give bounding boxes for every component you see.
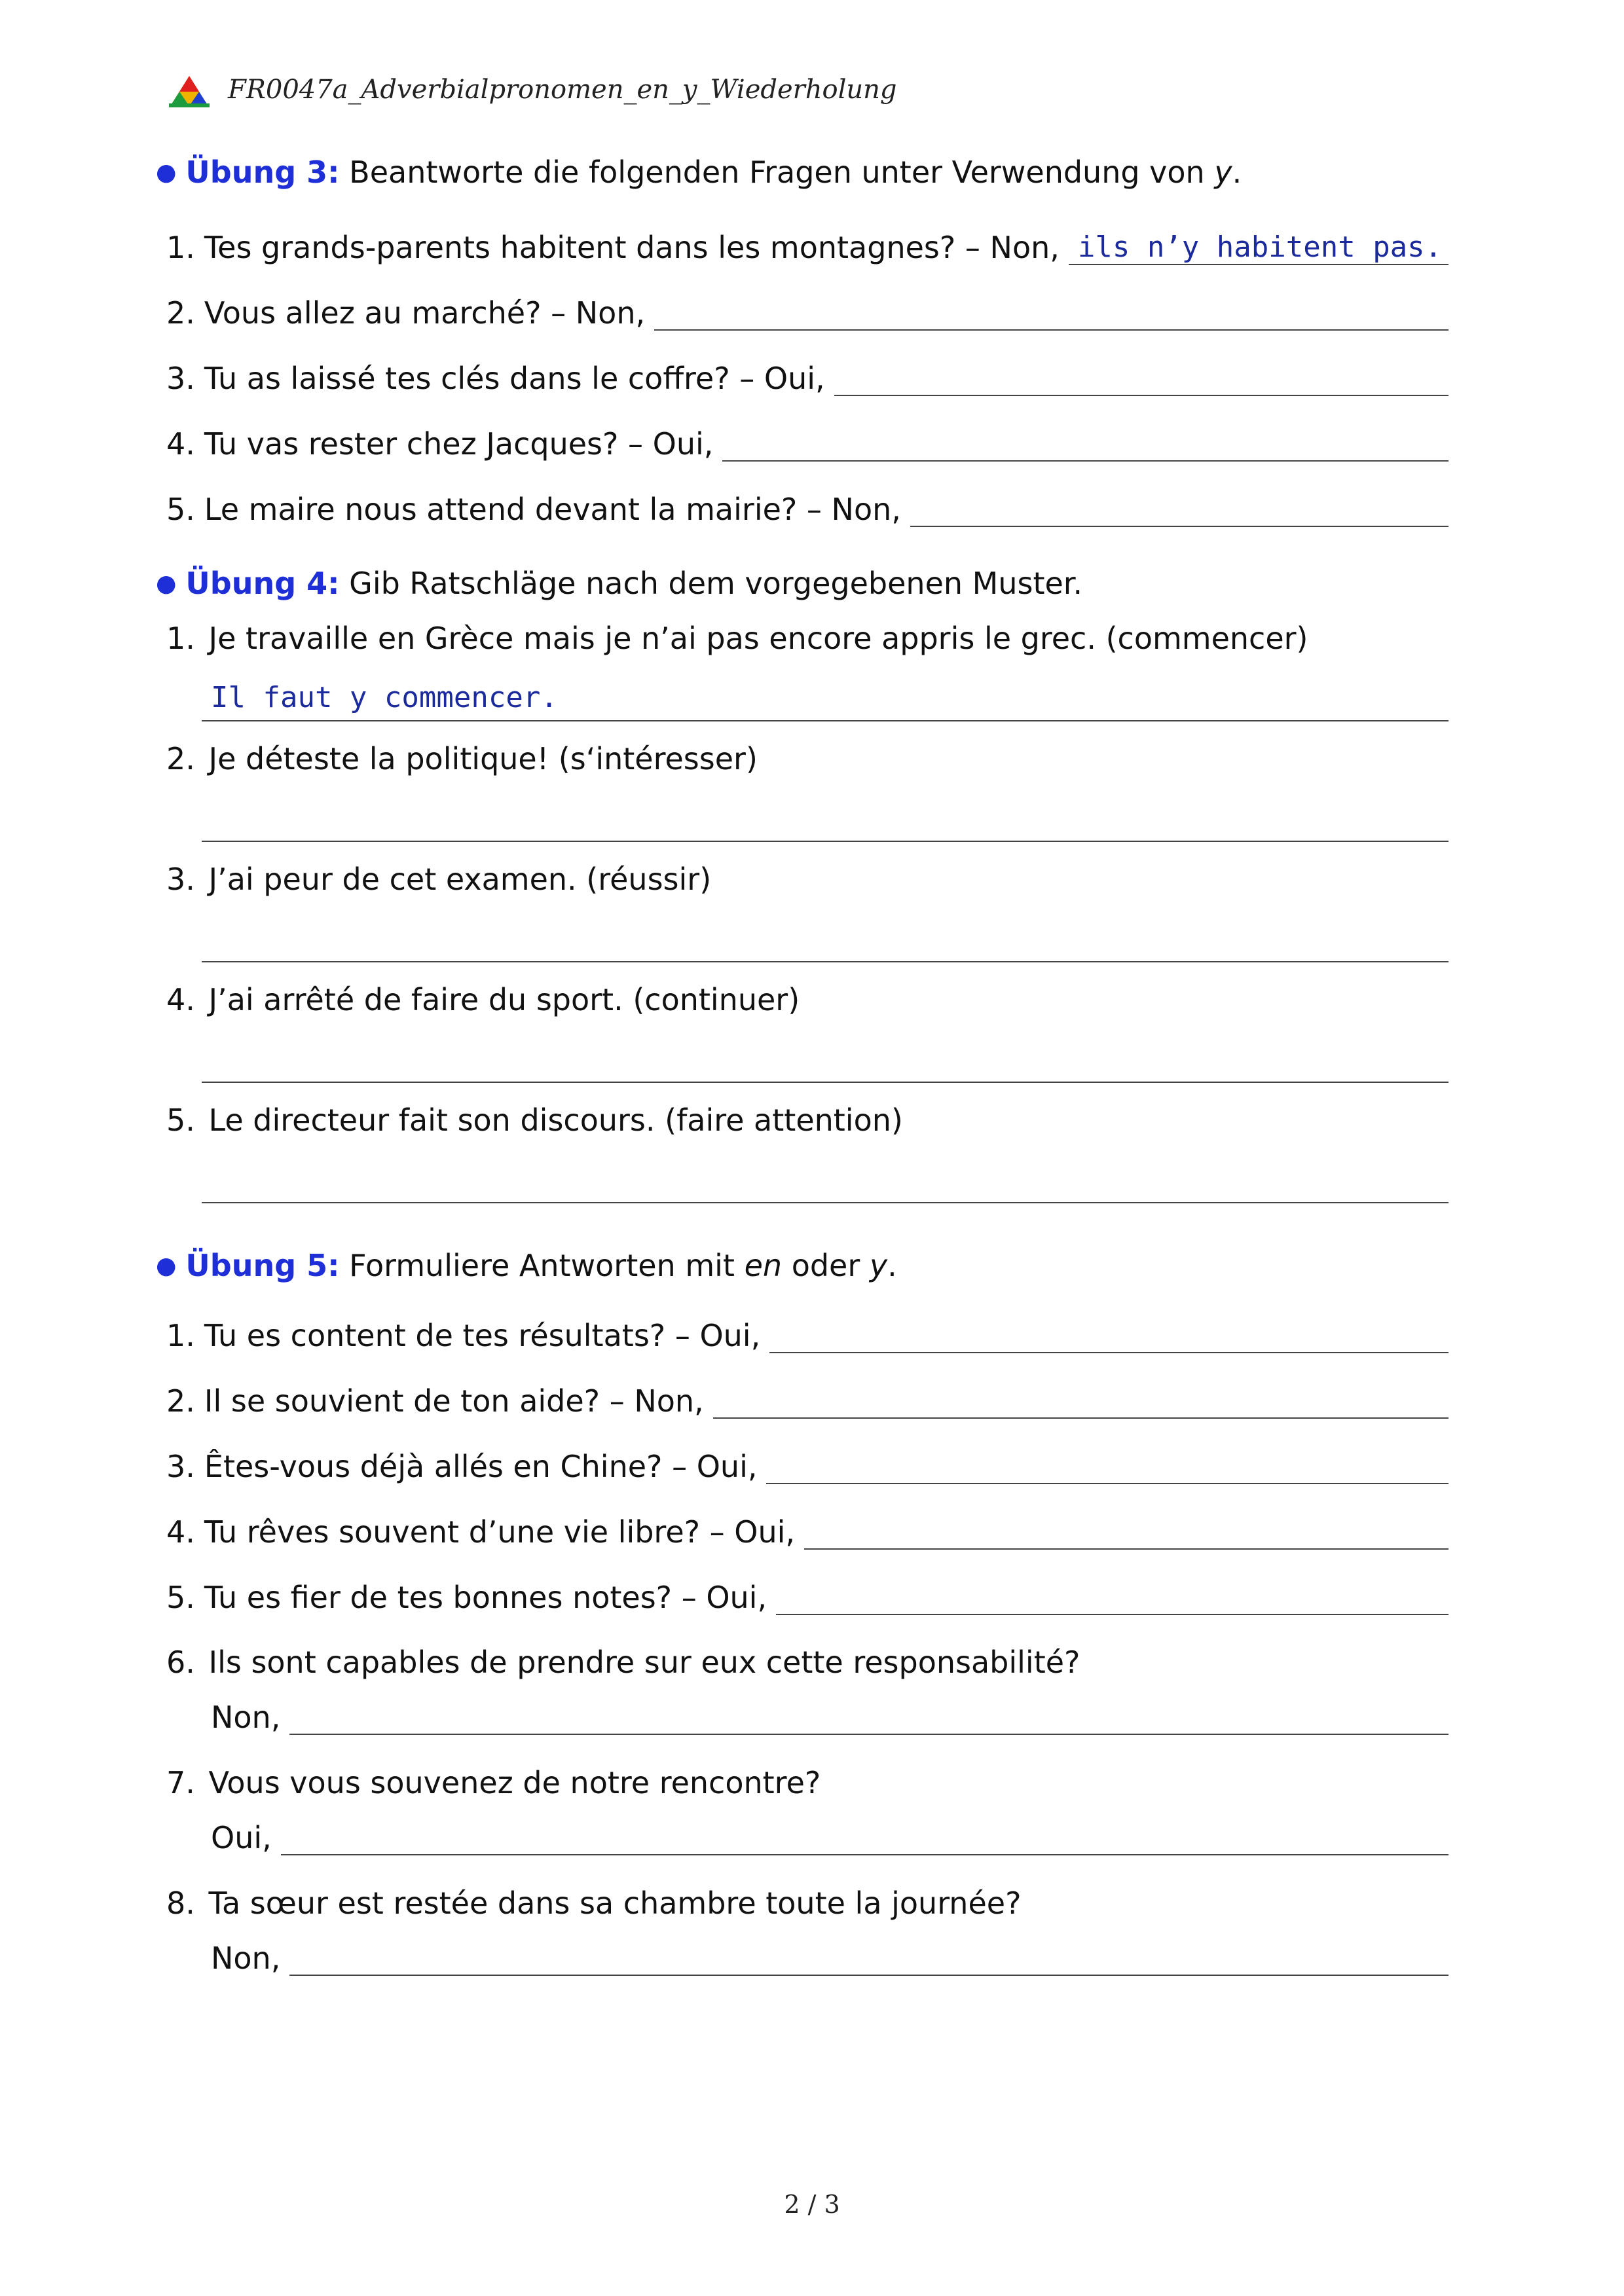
- ex3-item-3: [166, 357, 1449, 396]
- exercise-5-pronoun-en: en: [744, 1248, 783, 1283]
- item-number: 2.: [166, 741, 195, 776]
- exercise-4-heading: [156, 566, 1082, 601]
- item-number: 5.: [166, 1102, 195, 1138]
- exercise-5-pronoun-y: y: [869, 1248, 888, 1283]
- item-question: Tu es fier de tes bonnes notes? – Oui,: [204, 1580, 767, 1615]
- answer-field[interactable]: [289, 1939, 1449, 1976]
- exercise-5-instruction: Formuliere Antworten mit: [349, 1248, 735, 1283]
- ex5-item-8-answer: [211, 1937, 1449, 1976]
- exercise-5-end: .: [887, 1248, 897, 1283]
- item-number: 3.: [166, 862, 195, 897]
- handwritten-answer: ils n’y habitent pas.: [1077, 230, 1443, 264]
- page-number: 2 / 3: [784, 2190, 840, 2219]
- ex4-item-5-question: [166, 1102, 903, 1138]
- answer-field[interactable]: [769, 1317, 1449, 1353]
- exercise-4-instruction: Gib Ratschläge nach dem vorgegebenen Muster.: [349, 566, 1083, 601]
- ex4-item-1-question: [166, 621, 1308, 656]
- item-number: 3.: [166, 361, 195, 396]
- exercise-3-label: Übung 3:: [185, 155, 340, 190]
- answer-field[interactable]: [202, 841, 1449, 842]
- answer-field[interactable]: [766, 1448, 1449, 1484]
- item-number: 2.: [166, 1383, 195, 1419]
- item-question: J’ai arrêté de faire du sport. (continuer): [208, 982, 800, 1017]
- ex4-item-3-question: [166, 862, 711, 897]
- exercise-3-heading: [156, 155, 1242, 190]
- bullet-icon: ●: [156, 1252, 177, 1279]
- exercise-5-conjunction: oder: [791, 1248, 860, 1283]
- triangle-logo-icon: [169, 75, 210, 109]
- answer-field[interactable]: [1069, 228, 1449, 265]
- item-question: Vous allez au marché? – Non,: [204, 295, 646, 331]
- answer-lead: Oui,: [211, 1820, 272, 1855]
- answer-lead: Non,: [211, 1700, 281, 1735]
- item-question: Le maire nous attend devant la mairie? – Non,: [204, 492, 901, 527]
- item-number: 1.: [166, 1318, 195, 1353]
- item-question: Tu rêves souvent d’une vie libre? – Oui,: [204, 1514, 796, 1550]
- item-question: Tu as laissé tes clés dans le coffre? – Oui,: [204, 361, 825, 396]
- ex4-item-4-question: [166, 982, 800, 1017]
- item-question: Êtes-vous déjà allés en Chine? – Oui,: [204, 1449, 758, 1484]
- ex5-item-6-answer: [211, 1696, 1449, 1735]
- ex3-item-2: [166, 291, 1449, 331]
- answer-field[interactable]: [722, 425, 1449, 462]
- answer-field[interactable]: [834, 359, 1449, 396]
- answer-field[interactable]: [202, 1202, 1449, 1203]
- exercise-4-label: Übung 4:: [185, 566, 340, 601]
- ex5-item-2: [166, 1379, 1449, 1419]
- item-question: Il se souvient de ton aide? – Non,: [204, 1383, 704, 1419]
- item-number: 4.: [166, 426, 195, 462]
- item-question: Le directeur fait son discours. (faire attention): [208, 1102, 903, 1138]
- answer-field[interactable]: [202, 720, 1449, 721]
- exercise-3-end: .: [1232, 155, 1242, 190]
- exercise-3-instruction: Beantworte die folgenden Fragen unter Verwendung von: [349, 155, 1205, 190]
- handwritten-answer: Il faut y commencer.: [211, 681, 558, 714]
- ex5-item-1: [166, 1314, 1449, 1353]
- item-question: Vous vous souvenez de notre rencontre?: [208, 1765, 821, 1800]
- answer-field[interactable]: [776, 1578, 1449, 1615]
- item-number: 5.: [166, 1580, 195, 1615]
- answer-field[interactable]: [654, 294, 1449, 331]
- item-question: Je travaille en Grèce mais je n’ai pas encore appris le grec. (commencer): [208, 621, 1308, 656]
- answer-field[interactable]: [713, 1382, 1449, 1419]
- ex5-item-7-question: [166, 1765, 821, 1800]
- ex3-item-4: [166, 422, 1449, 462]
- item-question: Tu vas rester chez Jacques? – Oui,: [204, 426, 714, 462]
- answer-field[interactable]: [910, 490, 1449, 527]
- item-number: 7.: [166, 1765, 195, 1800]
- item-number: 1.: [166, 230, 195, 265]
- item-question: Ils sont capables de prendre sur eux cette responsabilité?: [208, 1645, 1080, 1680]
- answer-field[interactable]: [281, 1819, 1449, 1855]
- ex5-item-7-answer: [211, 1816, 1449, 1855]
- ex5-item-8-question: [166, 1886, 1021, 1921]
- item-number: 4.: [166, 982, 195, 1017]
- item-number: 3.: [166, 1449, 195, 1484]
- item-number: 5.: [166, 492, 195, 527]
- exercise-5-heading: [156, 1248, 897, 1283]
- answer-lead: Non,: [211, 1941, 281, 1976]
- answer-field[interactable]: [202, 961, 1449, 962]
- answer-field[interactable]: [202, 1082, 1449, 1083]
- item-question: Tu es content de tes résultats? – Oui,: [204, 1318, 761, 1353]
- item-number: 8.: [166, 1886, 195, 1921]
- ex5-item-6-question: [166, 1645, 1080, 1680]
- item-question: Tes grands-parents habitent dans les montagnes? – Non,: [204, 230, 1060, 265]
- item-question: J’ai peur de cet examen. (réussir): [208, 862, 712, 897]
- answer-field[interactable]: [289, 1698, 1449, 1735]
- item-number: 4.: [166, 1514, 195, 1550]
- bullet-icon: ●: [156, 159, 177, 186]
- ex5-item-4: [166, 1510, 1449, 1550]
- ex5-item-3: [166, 1445, 1449, 1484]
- item-number: 2.: [166, 295, 195, 331]
- ex5-item-5: [166, 1576, 1449, 1615]
- bullet-icon: ●: [156, 570, 177, 597]
- document-title: FR0047a_Adverbialpronomen_en_y_Wiederholung: [228, 75, 897, 105]
- exercise-3-pronoun: y: [1214, 155, 1232, 190]
- ex4-item-2-question: [166, 741, 758, 776]
- item-question: Je déteste la politique! (s‘intéresser): [208, 741, 758, 776]
- exercise-5-label: Übung 5:: [185, 1248, 340, 1283]
- answer-field[interactable]: [804, 1513, 1449, 1550]
- ex3-item-1: [166, 226, 1449, 265]
- item-number: 6.: [166, 1645, 195, 1680]
- ex3-item-5: [166, 488, 1449, 527]
- item-question: Ta sœur est restée dans sa chambre toute la journée?: [208, 1886, 1022, 1921]
- item-number: 1.: [166, 621, 195, 656]
